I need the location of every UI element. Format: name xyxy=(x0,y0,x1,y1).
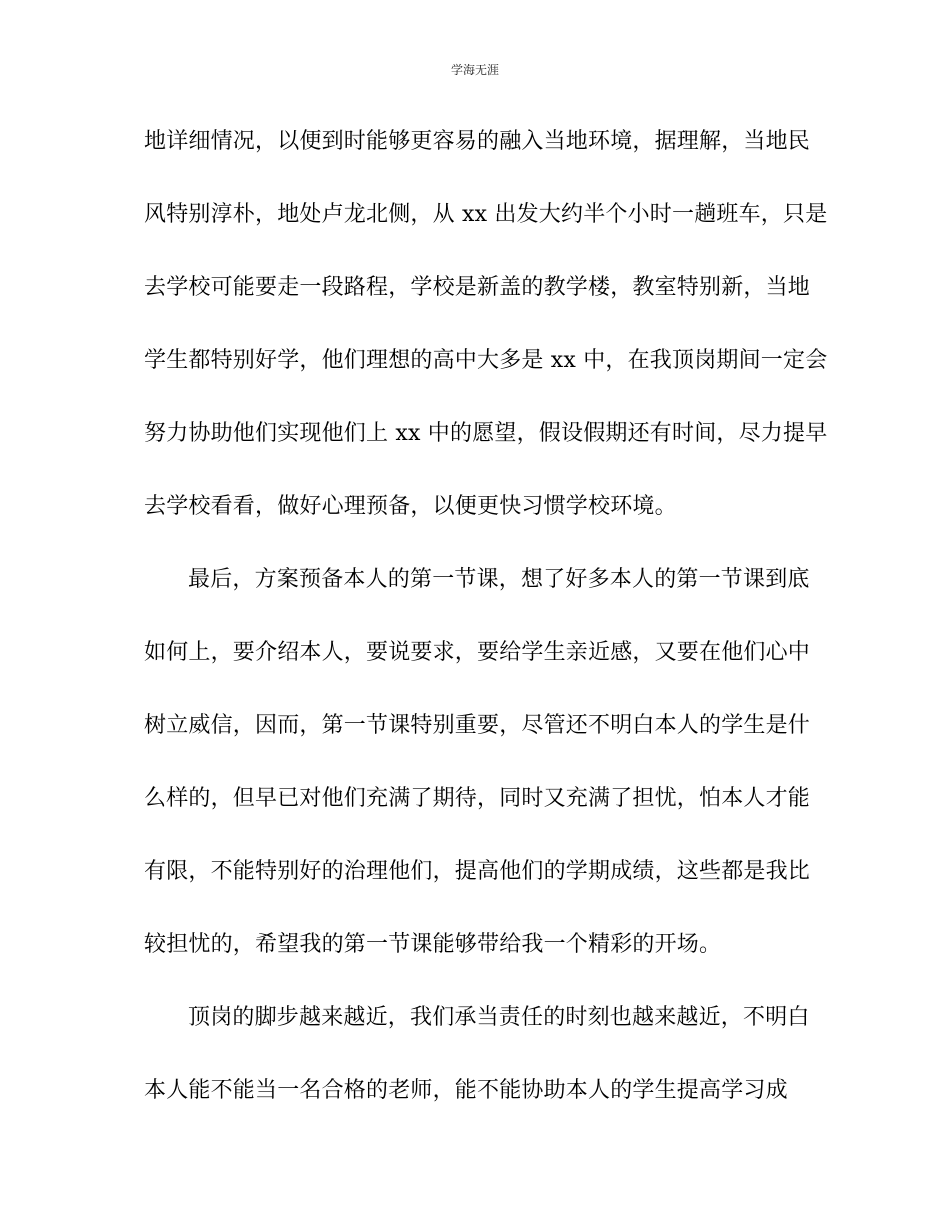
text-line: 学生都特别好学，他们理想的高中大多是 xx 中，在我顶岗期间一定会 xyxy=(144,348,828,373)
text-line: 去学校看看，做好心理预备，以便更快习惯学校环境。 xyxy=(144,494,677,519)
text-line: 么样的，但早已对他们充满了期待，同时又充满了担忧，怕本人才能 xyxy=(144,786,811,811)
text-line: 地详细情况，以便到时能够更容易的融入当地环境，据理解，当地民 xyxy=(144,129,811,154)
text-line: 努力协助他们实现他们上 xx 中的愿望，假设假期还有时间，尽力提早 xyxy=(144,421,828,446)
paragraph-first-line: 顶岗的脚步越来越近，我们承当责任的时刻也越来越近，不明白 xyxy=(188,1005,810,1030)
text-line: 去学校可能要走一段路程，学校是新盖的教学楼，教室特别新，当地 xyxy=(144,275,811,300)
text-line: 较担忧的，希望我的第一节课能够带给我一个精彩的开场。 xyxy=(144,932,722,957)
text-line: 风特别淳朴，地处卢龙北侧，从 xx 出发大约半个小时一趟班车，只是 xyxy=(144,202,828,227)
paragraph-first-line: 最后，方案预备本人的第一节课，想了好多本人的第一节课到底 xyxy=(188,567,810,592)
text-line: 有限，不能特别好的治理他们，提高他们的学期成绩，这些都是我比 xyxy=(144,859,811,884)
page-header: 学海无涯 xyxy=(450,63,499,77)
text-line: 本人能不能当一名合格的老师，能不能协助本人的学生提高学习成 xyxy=(144,1078,788,1103)
text-line: 如何上，要介绍本人，要说要求，要给学生亲近感，又要在他们心中 xyxy=(144,640,811,665)
text-line: 树立威信，因而，第一节课特别重要，尽管还不明白本人的学生是什 xyxy=(144,713,811,738)
